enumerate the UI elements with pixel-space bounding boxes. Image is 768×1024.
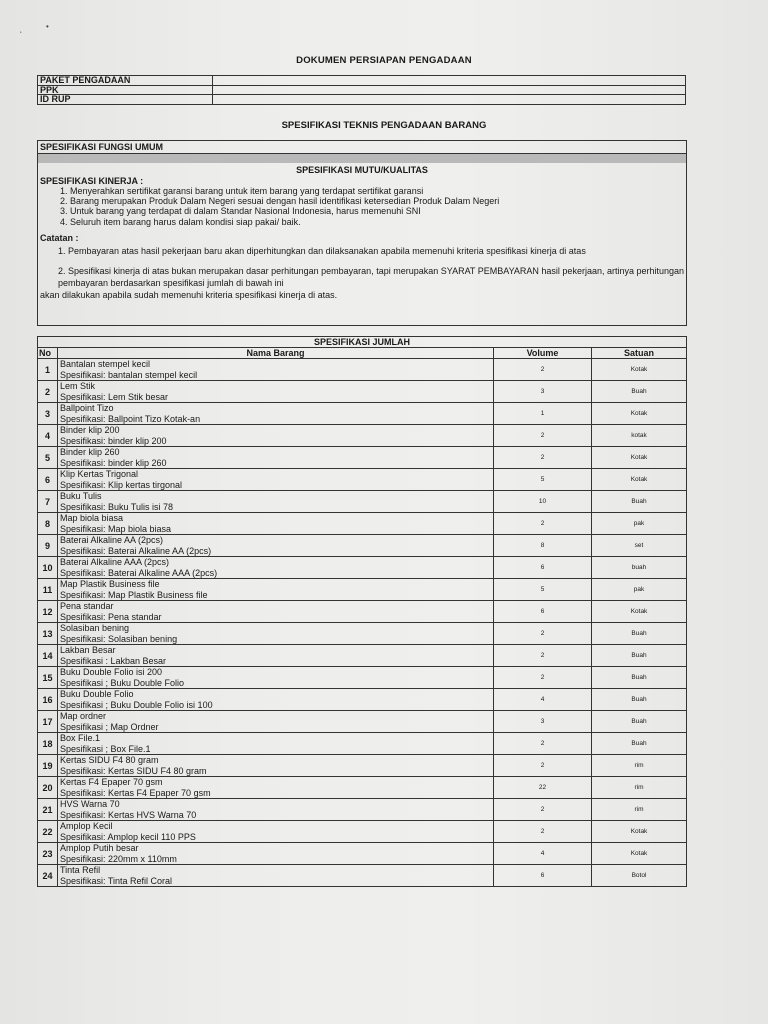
item-name: Kertas F4 Epaper 70 gsm <box>60 777 163 787</box>
item-name-cell <box>58 359 494 381</box>
item-name: Buku Double Folio isi 200 <box>60 667 163 677</box>
item-number: 18 <box>38 733 58 755</box>
item-volume: 2 <box>494 623 592 645</box>
item-spec: Spesifikasi : Lakban Besar <box>60 655 167 666</box>
item-volume: 6 <box>494 557 592 579</box>
item-name-cell <box>58 733 494 755</box>
item-volume: 2 <box>494 821 592 843</box>
table-row <box>38 777 687 799</box>
header-info-label: PAKET PENGADAAN <box>38 76 213 86</box>
item-number: 20 <box>38 777 58 799</box>
fungsi-umum-band <box>38 154 686 163</box>
item-volume: 5 <box>494 469 592 491</box>
item-volume: 8 <box>494 535 592 557</box>
item-spec: Spesifikasi ; Buku Double Folio <box>60 677 185 688</box>
table-row <box>38 425 687 447</box>
item-satuan: Kotak <box>592 447 687 469</box>
item-number: 5 <box>38 447 58 469</box>
kinerja-item: 3. Untuk barang yang terdapat di dalam Standar Nasional Indonesia, harus memenuhi SNI <box>70 206 686 216</box>
fungsi-umum-heading: SPESIFIKASI FUNGSI UMUM <box>38 141 686 154</box>
item-name: Baterai Alkaline AAA (2pcs) <box>60 557 170 567</box>
item-volume: 1 <box>494 403 592 425</box>
item-name: Amplop Kecil <box>60 821 113 831</box>
item-satuan: Buah <box>592 689 687 711</box>
item-volume: 2 <box>494 513 592 535</box>
header-info-value <box>213 95 686 105</box>
item-number: 10 <box>38 557 58 579</box>
item-name: Buku Tulis <box>60 491 102 501</box>
item-satuan: Buah <box>592 645 687 667</box>
item-name-cell <box>58 777 494 799</box>
item-satuan: set <box>592 535 687 557</box>
item-name-cell <box>58 513 494 535</box>
item-spec: Spesifikasi: Ballpoint Tizo Kotak-an <box>60 413 201 424</box>
item-name-cell <box>58 403 494 425</box>
item-name-cell <box>58 579 494 601</box>
item-name: Tinta Refil <box>60 865 101 875</box>
item-name: Lem Stik <box>60 381 96 391</box>
item-name: Bantalan stempel kecil <box>60 359 151 369</box>
item-spec: Spesifikasi: Kertas SIDU F4 80 gram <box>60 765 207 776</box>
table-row <box>38 711 687 733</box>
item-volume: 2 <box>494 447 592 469</box>
item-volume: 2 <box>494 667 592 689</box>
table-row <box>38 513 687 535</box>
kinerja-item: 1. Menyerahkan sertifikat garansi barang untuk item barang yang terdapat sertifikat garansi <box>70 186 686 196</box>
item-number: 6 <box>38 469 58 491</box>
item-spec: Spesifikasi ; Buku Double Folio isi 100 <box>60 699 213 710</box>
item-satuan: Buah <box>592 381 687 403</box>
item-satuan: Kotak <box>592 843 687 865</box>
catatan-item: 1. Pembayaran atas hasil pekerjaan baru akan diperhitungkan dan dilaksanakan apabila memenuhi kriteria spesifikasi kinerja di atas <box>58 245 586 256</box>
item-satuan: Kotak <box>592 403 687 425</box>
table-row <box>38 733 687 755</box>
item-satuan: pak <box>592 579 687 601</box>
header-info-value <box>213 85 686 95</box>
item-name: Baterai Alkaline AA (2pcs) <box>60 535 164 545</box>
item-name-cell <box>58 557 494 579</box>
item-satuan: Buah <box>592 667 687 689</box>
item-volume: 22 <box>494 777 592 799</box>
item-spec: Spesifikasi: Solasiban bening <box>60 633 178 644</box>
item-spec: Spesifikasi: Kertas F4 Epaper 70 gsm <box>60 787 211 798</box>
kinerja-item: 4. Seluruh item barang harus dalam kondisi siap pakai/ baik. <box>70 217 686 227</box>
item-name-cell <box>58 447 494 469</box>
item-volume: 2 <box>494 799 592 821</box>
item-volume: 2 <box>494 425 592 447</box>
item-name: Pena standar <box>60 601 114 611</box>
item-name-cell <box>58 645 494 667</box>
table-row <box>38 843 687 865</box>
item-number: 4 <box>38 425 58 447</box>
item-satuan: Buah <box>592 491 687 513</box>
item-name: Amplop Putih besar <box>60 843 139 853</box>
item-spec: Spesifikasi: bantalan stempel kecil <box>60 369 198 380</box>
item-satuan: Kotak <box>592 359 687 381</box>
item-spec: Spesifikasi: Baterai Alkaline AAA (2pcs) <box>60 567 218 578</box>
item-name-cell <box>58 821 494 843</box>
item-name: Map biola biasa <box>60 513 124 523</box>
table-row <box>38 821 687 843</box>
catatan-heading: Catatan : <box>40 232 79 243</box>
item-name-cell <box>58 711 494 733</box>
item-satuan: buah <box>592 557 687 579</box>
item-number: 12 <box>38 601 58 623</box>
item-spec: Spesifikasi: Baterai Alkaline AA (2pcs) <box>60 545 212 556</box>
item-spec: Spesifikasi: binder klip 260 <box>60 457 167 468</box>
item-spec: Spesifikasi: Lem Stik besar <box>60 391 169 402</box>
column-header-no: No <box>38 348 58 359</box>
item-volume: 2 <box>494 755 592 777</box>
header-info-row <box>38 85 686 95</box>
item-name-cell <box>58 601 494 623</box>
item-spec: Spesifikasi: Tinta Refil Coral <box>60 875 173 886</box>
item-volume: 3 <box>494 381 592 403</box>
item-satuan: Buah <box>592 733 687 755</box>
header-info-label: ID RUP <box>38 95 213 105</box>
column-header-satuan: Satuan <box>592 348 687 359</box>
item-name-cell <box>58 865 494 887</box>
item-volume: 5 <box>494 579 592 601</box>
item-spec: Spesifikasi: Klip kertas tirgonal <box>60 479 183 490</box>
item-name: Binder klip 260 <box>60 447 120 457</box>
item-name: HVS Warna 70 <box>60 799 120 809</box>
item-satuan: kotak <box>592 425 687 447</box>
catatan-item: 2. Spesifikasi kinerja di atas bukan merupakan dasar perhitungan pembayaran, tapi merupakan SYARAT PEMBAYARAN hasil pekerjaan, artinya perhitungan pembayaran berdasarkan spesifikasi jumlah di bawah ini <box>58 265 685 288</box>
table-row <box>38 689 687 711</box>
item-satuan: Buah <box>592 623 687 645</box>
item-name-cell <box>58 535 494 557</box>
item-volume: 6 <box>494 601 592 623</box>
item-volume: 2 <box>494 645 592 667</box>
item-name-cell <box>58 843 494 865</box>
spec-box <box>37 140 687 326</box>
item-name: Buku Double Folio <box>60 689 134 699</box>
table-row <box>38 645 687 667</box>
column-header-volume: Volume <box>494 348 592 359</box>
column-header-nama: Nama Barang <box>58 348 494 359</box>
table-row <box>38 403 687 425</box>
item-volume: 6 <box>494 865 592 887</box>
item-number: 19 <box>38 755 58 777</box>
table-row <box>38 579 687 601</box>
item-name: Map Plastik Business file <box>60 579 160 589</box>
item-satuan: Buah <box>592 711 687 733</box>
table-row <box>38 381 687 403</box>
table-row <box>38 447 687 469</box>
item-satuan: Kotak <box>592 469 687 491</box>
item-satuan: Kotak <box>592 601 687 623</box>
item-number: 23 <box>38 843 58 865</box>
item-name-cell <box>58 689 494 711</box>
item-number: 22 <box>38 821 58 843</box>
item-satuan: Botol <box>592 865 687 887</box>
item-number: 21 <box>38 799 58 821</box>
item-volume: 4 <box>494 843 592 865</box>
item-spec: Spesifikasi: Pena standar <box>60 611 162 622</box>
item-spec: Spesifikasi: Amplop kecil 110 PPS <box>60 831 196 842</box>
spesifikasi-jumlah-table <box>37 336 687 887</box>
item-name-cell <box>58 491 494 513</box>
table-row <box>38 755 687 777</box>
item-volume: 3 <box>494 711 592 733</box>
item-name: Lakban Besar <box>60 645 116 655</box>
item-volume: 10 <box>494 491 592 513</box>
item-name: Map ordner <box>60 711 107 721</box>
item-satuan: pak <box>592 513 687 535</box>
item-volume: 4 <box>494 689 592 711</box>
header-info-table <box>37 75 686 105</box>
item-name-cell <box>58 381 494 403</box>
item-spec: Spesifikasi: binder klip 200 <box>60 435 167 446</box>
item-number: 8 <box>38 513 58 535</box>
item-number: 2 <box>38 381 58 403</box>
table-row <box>38 491 687 513</box>
header-info-value <box>213 76 686 86</box>
item-number: 13 <box>38 623 58 645</box>
item-spec: Spesifikasi: Map Plastik Business file <box>60 589 208 600</box>
item-name: Binder klip 200 <box>60 425 120 435</box>
kinerja-heading: SPESIFIKASI KINERJA : <box>40 176 144 186</box>
table-row <box>38 557 687 579</box>
item-name: Box File.1 <box>60 733 101 743</box>
item-name-cell <box>58 623 494 645</box>
item-number: 16 <box>38 689 58 711</box>
item-number: 14 <box>38 645 58 667</box>
item-volume: 2 <box>494 733 592 755</box>
header-info-row <box>38 95 686 105</box>
header-info-label: PPK <box>38 85 213 95</box>
table-row <box>38 799 687 821</box>
item-name-cell <box>58 799 494 821</box>
item-name: Kertas SIDU F4 80 gram <box>60 755 159 765</box>
header-info-row <box>38 76 686 86</box>
item-name-cell <box>58 469 494 491</box>
mutu-heading: SPESIFIKASI MUTU/KUALITAS <box>296 165 428 175</box>
item-satuan: Kotak <box>592 821 687 843</box>
item-satuan: rim <box>592 755 687 777</box>
item-number: 17 <box>38 711 58 733</box>
table-row <box>38 535 687 557</box>
item-spec: Spesifikasi ; Map Ordner <box>60 721 159 732</box>
item-name: Ballpoint Tizo <box>60 403 114 413</box>
kinerja-item: 2. Barang merupakan Produk Dalam Negeri sesuai dengan hasil identifikasi ketersedian Produk Dalam Negeri <box>70 196 686 206</box>
item-name: Solasiban bening <box>60 623 130 633</box>
item-spec: Spesifikasi: 220mm x 110mm <box>60 853 177 864</box>
item-number: 11 <box>38 579 58 601</box>
table-row <box>38 601 687 623</box>
item-name-cell <box>58 755 494 777</box>
table-row <box>38 865 687 887</box>
kinerja-list <box>38 186 686 227</box>
scan-mark: • <box>46 22 49 31</box>
table-row <box>38 359 687 381</box>
item-satuan: rim <box>592 777 687 799</box>
catatan-item-continued: akan dilakukan apabila sudah memenuhi kriteria spesifikasi kinerja di atas. <box>40 289 338 300</box>
item-number: 1 <box>38 359 58 381</box>
spec-title: SPESIFIKASI TEKNIS PENGADAAN BARANG <box>281 120 487 131</box>
item-name: Klip Kertas Trigonal <box>60 469 139 479</box>
item-name-cell <box>58 667 494 689</box>
table-row <box>38 667 687 689</box>
table-row <box>38 623 687 645</box>
scan-mark: ʻ <box>20 30 22 39</box>
item-spec: Spesifikasi: Map biola biasa <box>60 523 172 534</box>
item-number: 3 <box>38 403 58 425</box>
table-row <box>38 469 687 491</box>
jumlah-caption: SPESIFIKASI JUMLAH <box>38 337 687 348</box>
item-volume: 2 <box>494 359 592 381</box>
item-spec: Spesifikasi: Kertas HVS Warna 70 <box>60 809 197 820</box>
item-satuan: rim <box>592 799 687 821</box>
item-number: 15 <box>38 667 58 689</box>
item-spec: Spesifikasi ; Box File.1 <box>60 743 151 754</box>
item-number: 7 <box>38 491 58 513</box>
item-name-cell <box>58 425 494 447</box>
item-number: 24 <box>38 865 58 887</box>
document-title: DOKUMEN PERSIAPAN PENGADAAN <box>296 55 472 66</box>
item-spec: Spesifikasi: Buku Tulis isi 78 <box>60 501 174 512</box>
item-number: 9 <box>38 535 58 557</box>
